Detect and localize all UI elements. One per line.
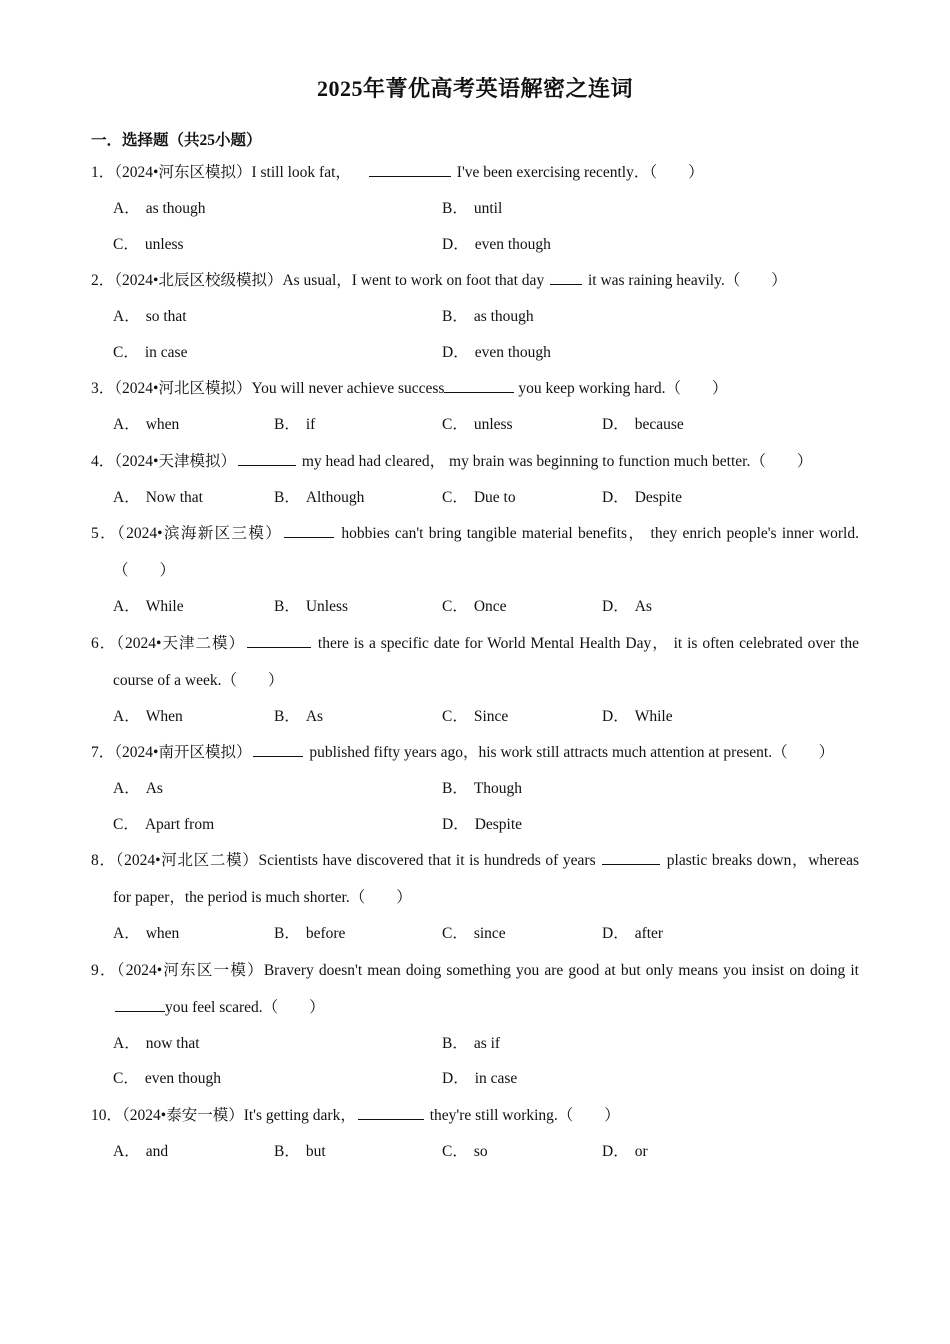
question-9: [91, 952, 859, 1097]
question-text-pre: Scientists have discovered that it is hundreds of years: [258, 852, 596, 869]
option-a[interactable]: A． Now that: [113, 488, 203, 506]
question-source: （2024•滨海新区三模）: [117, 525, 283, 542]
option-a[interactable]: A． and: [113, 1142, 169, 1160]
answer-blank: [247, 646, 311, 648]
question-number: 4．: [91, 452, 115, 470]
option-b[interactable]: B． as if: [442, 1034, 501, 1052]
question-text-post: it was raining heavily.（ ）: [587, 272, 787, 289]
question-source: （2024•天津模拟）: [114, 452, 236, 470]
question-6: [91, 625, 859, 735]
option-d[interactable]: D． While: [602, 707, 673, 725]
question-text-post: you feel scared.（ ）: [165, 998, 325, 1016]
option-b[interactable]: B． before: [274, 925, 346, 942]
option-c[interactable]: C． since: [442, 925, 506, 942]
question-number: 5．: [91, 525, 118, 542]
answer-blank: [358, 1118, 424, 1120]
option-b[interactable]: B． if: [274, 416, 316, 433]
option-b[interactable]: B． but: [274, 1142, 326, 1160]
option-c[interactable]: C． in case: [113, 343, 188, 361]
option-a[interactable]: A． so that: [113, 308, 187, 325]
options: [91, 916, 859, 952]
question-stem: [91, 262, 859, 299]
option-c[interactable]: C． even though: [113, 1070, 222, 1087]
option-c[interactable]: C． unless: [113, 235, 184, 253]
option-c[interactable]: C． Once: [442, 598, 507, 615]
question-8: [91, 842, 859, 952]
option-a[interactable]: A． as though: [113, 200, 206, 217]
question-text-post: hobbies can't bring tangible material benefits， they enrich people's inner world.（ ）: [113, 525, 859, 579]
options: [91, 1026, 859, 1097]
question-4: [91, 443, 859, 516]
question-number: 6．: [91, 634, 117, 652]
question-text-post: you keep working hard.（ ）: [518, 380, 728, 397]
option-c[interactable]: C． Due to: [442, 488, 516, 506]
option-d[interactable]: D． in case: [442, 1070, 518, 1087]
options: [91, 1134, 859, 1170]
question-stem: [91, 1097, 859, 1134]
option-b[interactable]: B． until: [442, 200, 503, 217]
option-b[interactable]: B． as though: [442, 308, 534, 325]
question-text-post: my head had cleared， my brain was beginning to function much better.（ ）: [301, 452, 813, 470]
question-text-post: they're still working.（ ）: [429, 1106, 620, 1124]
question-source: （2024•河北区二模）: [115, 852, 259, 869]
question-source: （2024•河东区一模）: [116, 961, 264, 979]
option-c[interactable]: C． unless: [442, 416, 513, 433]
option-c[interactable]: C． Since: [442, 707, 509, 725]
question-text-post: I've been exercising recently．（ ）: [456, 164, 704, 181]
question-3: [91, 370, 859, 443]
question-10: [91, 1097, 859, 1170]
option-b[interactable]: B． Though: [442, 780, 523, 797]
option-d[interactable]: D． Despite: [442, 815, 523, 833]
question-number: 1．: [91, 164, 115, 181]
question-1: [91, 154, 859, 262]
question-text-pre: As usual，I went to work on foot that day: [282, 272, 545, 289]
question-source: （2024•南开区模拟）: [114, 744, 252, 761]
question-stem: [91, 154, 859, 191]
answer-blank: [550, 283, 582, 285]
options: [91, 191, 859, 262]
option-d[interactable]: D． after: [602, 925, 664, 942]
option-a[interactable]: A． As: [113, 780, 163, 797]
question-7: [91, 734, 859, 842]
options: [91, 407, 859, 443]
page-title: 2025年菁优高考英语解密之连词: [316, 76, 633, 101]
options: [91, 589, 859, 625]
option-a[interactable]: A． now that: [113, 1034, 200, 1052]
answer-blank: [253, 755, 303, 757]
option-a[interactable]: A． when: [113, 925, 180, 942]
question-source: （2024•河东区模拟）: [114, 164, 252, 181]
question-number: 3．: [91, 380, 115, 397]
question-list: [91, 154, 859, 1169]
question-stem: [91, 952, 859, 1026]
question-number: 7．: [91, 744, 115, 761]
options: [91, 771, 859, 842]
option-b[interactable]: B． As: [274, 707, 324, 725]
options: [91, 299, 859, 370]
option-a[interactable]: A． When: [113, 707, 183, 725]
question-number: 2．: [91, 272, 115, 289]
options: [91, 699, 859, 735]
question-text-post: there is a specific date for World Mental Health Day， it is often celebrated over the course of a week.（ ）: [113, 634, 859, 689]
option-d[interactable]: D． because: [602, 416, 684, 433]
question-text-pre: It's getting dark，: [243, 1106, 356, 1124]
option-b[interactable]: B． Unless: [274, 598, 349, 615]
question-text-post: plastic breaks down，whereas for paper，the period is much shorter.（ ）: [113, 852, 860, 906]
question-text-post: published fifty years ago，his work still attracts much attention at present.（ ）: [309, 744, 835, 761]
question-number: 10．: [91, 1106, 123, 1124]
question-stem: [91, 515, 859, 589]
option-c[interactable]: C． so: [442, 1142, 488, 1160]
answer-blank: [444, 391, 514, 393]
option-c[interactable]: C． Apart from: [113, 815, 215, 833]
question-stem: [91, 842, 859, 916]
section-heading: 一．选择题（共25小题）: [91, 132, 262, 149]
question-text-pre: You will never achieve success: [251, 380, 445, 397]
option-d[interactable]: D． even though: [442, 343, 551, 361]
option-a[interactable]: A． when: [113, 416, 180, 433]
option-d[interactable]: D． As: [602, 598, 652, 615]
question-number: 9．: [91, 961, 117, 979]
question-text-pre: I still look fat，: [251, 164, 351, 181]
answer-blank: [369, 175, 451, 177]
option-d[interactable]: D． or: [602, 1142, 648, 1160]
answer-blank: [602, 863, 660, 865]
options: [91, 480, 859, 516]
question-stem: [91, 443, 859, 480]
question-number: 8．: [91, 852, 116, 869]
option-a[interactable]: A． While: [113, 598, 184, 615]
question-source: （2024•泰安一模）: [122, 1106, 244, 1124]
question-source: （2024•河北区模拟）: [114, 380, 252, 397]
question-5: [91, 515, 859, 625]
option-d[interactable]: D． even though: [442, 235, 551, 253]
question-stem: [91, 370, 859, 407]
question-stem: [91, 625, 859, 699]
question-stem: [91, 734, 859, 771]
answer-blank: [238, 464, 296, 466]
question-text-pre: Bravery doesn't mean doing something you are good at but only means you insist on doing it: [263, 961, 859, 979]
question-source: （2024•北辰区校级模拟）: [114, 272, 283, 289]
question-source: （2024•天津二模）: [116, 634, 245, 652]
option-d[interactable]: D． Despite: [602, 488, 683, 506]
answer-blank: [284, 536, 334, 538]
answer-blank: [115, 1010, 165, 1012]
option-b[interactable]: B． Although: [274, 488, 365, 506]
question-2: [91, 262, 859, 370]
